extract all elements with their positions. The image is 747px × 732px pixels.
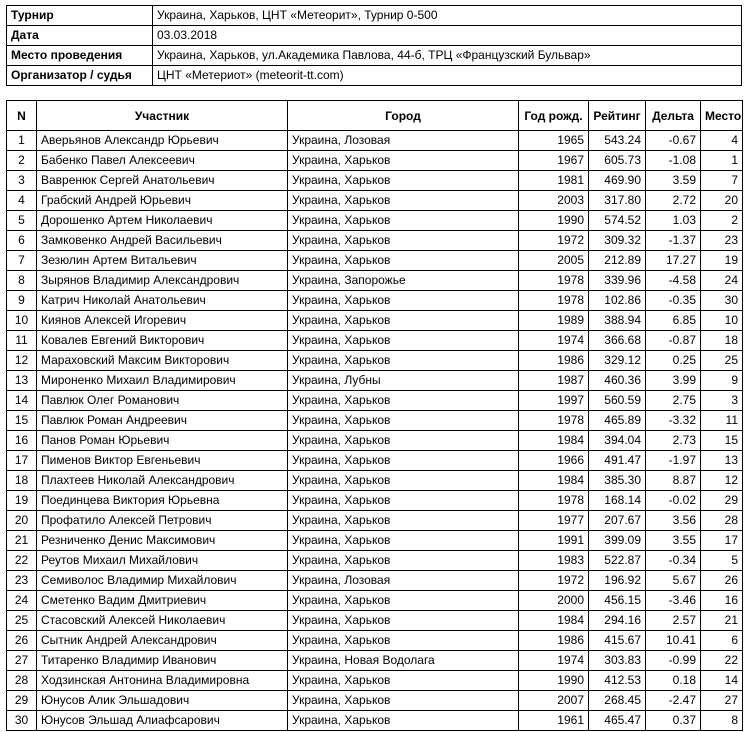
cell-birth-year: 1977 [519,511,589,531]
col-header-delta: Дельта [646,101,701,131]
cell-city: Украина, Харьков [288,471,519,491]
cell-birth-year: 1978 [519,411,589,431]
cell-place: 24 [701,271,743,291]
cell-delta: 0.37 [646,711,701,731]
cell-participant: Зырянов Владимир Александрович [37,271,288,291]
cell-place: 10 [701,311,743,331]
cell-delta: -0.87 [646,331,701,351]
cell-number: 5 [7,211,37,231]
cell-delta: -0.67 [646,131,701,151]
cell-birth-year: 1966 [519,451,589,471]
table-row [7,671,743,691]
table-row [7,251,743,271]
cell-rating: 329.12 [589,351,646,371]
cell-delta: 2.75 [646,391,701,411]
cell-city: Украина, Харьков [288,331,519,351]
cell-city: Украина, Харьков [288,171,519,191]
info-row [7,46,742,66]
cell-number: 7 [7,251,37,271]
cell-rating: 522.87 [589,551,646,571]
table-row [7,411,743,431]
header-row [7,101,743,131]
cell-participant: Замковенко Андрей Васильевич [37,231,288,251]
cell-rating: 560.59 [589,391,646,411]
cell-participant: Павлюк Роман Андреевич [37,411,288,431]
table-row [7,231,743,251]
cell-city: Украина, Лубны [288,371,519,391]
cell-birth-year: 1961 [519,711,589,731]
table-row [7,571,743,591]
cell-place: 15 [701,431,743,451]
table-row [7,531,743,551]
cell-city: Украина, Харьков [288,631,519,651]
cell-participant: Бабенко Павел Алексеевич [37,151,288,171]
info-value: 03.03.2018 [153,26,742,46]
cell-delta: 1.03 [646,211,701,231]
cell-participant: Юнусов Алик Эльшадович [37,691,288,711]
cell-city: Украина, Харьков [288,291,519,311]
cell-place: 12 [701,471,743,491]
cell-number: 8 [7,271,37,291]
cell-number: 3 [7,171,37,191]
cell-rating: 605.73 [589,151,646,171]
cell-place: 29 [701,491,743,511]
cell-delta: 0.18 [646,671,701,691]
cell-city: Украина, Запорожье [288,271,519,291]
cell-rating: 303.83 [589,651,646,671]
cell-number: 28 [7,671,37,691]
cell-number: 24 [7,591,37,611]
cell-rating: 366.68 [589,331,646,351]
cell-participant: Пименов Виктор Евгеньевич [37,451,288,471]
cell-place: 19 [701,251,743,271]
cell-city: Украина, Харьков [288,711,519,731]
cell-rating: 212.89 [589,251,646,271]
cell-participant: Дорошенко Артем Николаевич [37,211,288,231]
cell-number: 10 [7,311,37,331]
cell-rating: 196.92 [589,571,646,591]
cell-delta: -0.34 [646,551,701,571]
table-row [7,511,743,531]
cell-number: 26 [7,631,37,651]
cell-city: Украина, Новая Водолага [288,651,519,671]
cell-number: 2 [7,151,37,171]
cell-participant: Павлюк Олег Романович [37,391,288,411]
cell-number: 6 [7,231,37,251]
cell-place: 1 [701,151,743,171]
cell-place: 20 [701,191,743,211]
cell-rating: 415.67 [589,631,646,651]
info-value: Украина, Харьков, ЦНТ «Метеорит», Турнир 0-500 [153,6,742,26]
cell-participant: Сытник Андрей Александрович [37,631,288,651]
cell-place: 3 [701,391,743,411]
table-row [7,711,743,731]
cell-birth-year: 1986 [519,351,589,371]
cell-number: 25 [7,611,37,631]
cell-number: 27 [7,651,37,671]
cell-birth-year: 1983 [519,551,589,571]
cell-delta: -3.46 [646,591,701,611]
table-row [7,551,743,571]
cell-city: Украина, Лозовая [288,131,519,151]
cell-rating: 412.53 [589,671,646,691]
cell-place: 11 [701,411,743,431]
info-value: Украина, Харьков, ул.Академика Павлова, 44-б, ТРЦ «Французский Бульвар» [153,46,742,66]
cell-participant: Аверьянов Александр Юрьевич [37,131,288,151]
cell-delta: 2.57 [646,611,701,631]
cell-rating: 385.30 [589,471,646,491]
cell-city: Украина, Харьков [288,511,519,531]
cell-place: 28 [701,511,743,531]
cell-delta: -0.02 [646,491,701,511]
cell-birth-year: 1967 [519,151,589,171]
cell-place: 23 [701,231,743,251]
info-row [7,26,742,46]
cell-birth-year: 1984 [519,431,589,451]
cell-city: Украина, Харьков [288,611,519,631]
table-row [7,331,743,351]
cell-city: Украина, Харьков [288,531,519,551]
cell-participant: Ковалев Евгений Викторович [37,331,288,351]
cell-participant: Сметенко Вадим Дмитриевич [37,591,288,611]
cell-participant: Титаренко Владимир Иванович [37,651,288,671]
col-header-place: Место [701,101,743,131]
table-row [7,591,743,611]
cell-birth-year: 1981 [519,171,589,191]
cell-place: 16 [701,591,743,611]
table-row [7,291,743,311]
cell-rating: 469.90 [589,171,646,191]
cell-number: 18 [7,471,37,491]
cell-delta: -0.35 [646,291,701,311]
cell-city: Украина, Харьков [288,671,519,691]
cell-place: 9 [701,371,743,391]
cell-birth-year: 1990 [519,211,589,231]
cell-rating: 491.47 [589,451,646,471]
cell-place: 2 [701,211,743,231]
cell-participant: Мироненко Михаил Владимирович [37,371,288,391]
cell-number: 17 [7,451,37,471]
cell-place: 25 [701,351,743,371]
cell-number: 1 [7,131,37,151]
table-row [7,311,743,331]
cell-delta: 10.41 [646,631,701,651]
cell-delta: -1.37 [646,231,701,251]
cell-rating: 339.96 [589,271,646,291]
cell-city: Украина, Харьков [288,451,519,471]
cell-number: 22 [7,551,37,571]
table-row [7,491,743,511]
cell-participant: Семиволос Владимир Михайлович [37,571,288,591]
cell-participant: Юнусов Эльшад Алиафсарович [37,711,288,731]
cell-participant: Грабский Андрей Юрьевич [37,191,288,211]
cell-birth-year: 1984 [519,471,589,491]
cell-rating: 465.47 [589,711,646,731]
cell-place: 17 [701,531,743,551]
info-row [7,6,742,26]
tournament-info-body [7,6,742,86]
cell-birth-year: 1990 [519,671,589,691]
cell-birth-year: 1989 [519,311,589,331]
cell-delta: 17.27 [646,251,701,271]
cell-birth-year: 1974 [519,651,589,671]
col-header-birth-year: Год рожд. [519,101,589,131]
cell-number: 11 [7,331,37,351]
info-label: Дата [7,26,153,46]
cell-city: Украина, Харьков [288,191,519,211]
cell-rating: 309.32 [589,231,646,251]
info-label: Место проведения [7,46,153,66]
cell-birth-year: 1978 [519,491,589,511]
cell-rating: 102.86 [589,291,646,311]
cell-delta: -1.08 [646,151,701,171]
table-row [7,371,743,391]
cell-number: 4 [7,191,37,211]
cell-birth-year: 2005 [519,251,589,271]
table-row [7,471,743,491]
table-row [7,191,743,211]
cell-city: Украина, Харьков [288,311,519,331]
cell-number: 12 [7,351,37,371]
cell-number: 23 [7,571,37,591]
cell-participant: Панов Роман Юрьевич [37,431,288,451]
cell-delta: 3.99 [646,371,701,391]
cell-birth-year: 2000 [519,591,589,611]
cell-birth-year: 1974 [519,331,589,351]
tournament-info-table [6,5,742,86]
cell-place: 5 [701,551,743,571]
cell-delta: -4.58 [646,271,701,291]
cell-participant: Поединцева Виктория Юрьевна [37,491,288,511]
cell-city: Украина, Харьков [288,391,519,411]
cell-number: 15 [7,411,37,431]
cell-rating: 460.36 [589,371,646,391]
cell-number: 21 [7,531,37,551]
cell-place: 8 [701,711,743,731]
cell-rating: 394.04 [589,431,646,451]
cell-rating: 294.16 [589,611,646,631]
cell-birth-year: 1984 [519,611,589,631]
info-label: Турнир [7,6,153,26]
cell-participant: Киянов Алексей Игоревич [37,311,288,331]
table-row [7,171,743,191]
cell-city: Украина, Харьков [288,691,519,711]
cell-participant: Мараховский Максим Викторович [37,351,288,371]
cell-city: Украина, Харьков [288,351,519,371]
cell-city: Украина, Харьков [288,231,519,251]
cell-participant: Резниченко Денис Максимович [37,531,288,551]
cell-place: 26 [701,571,743,591]
table-row [7,451,743,471]
cell-birth-year: 1997 [519,391,589,411]
cell-birth-year: 1987 [519,371,589,391]
cell-number: 16 [7,431,37,451]
results-table [6,100,743,731]
cell-participant: Вавренюк Сергей Анатольевич [37,171,288,191]
table-row [7,391,743,411]
cell-participant: Зезюлин Артем Витальевич [37,251,288,271]
col-header-city: Город [288,101,519,131]
cell-delta: 3.56 [646,511,701,531]
cell-delta: 6.85 [646,311,701,331]
cell-number: 9 [7,291,37,311]
cell-delta: 3.59 [646,171,701,191]
cell-birth-year: 1972 [519,231,589,251]
cell-city: Украина, Харьков [288,591,519,611]
cell-delta: -1.97 [646,451,701,471]
cell-number: 20 [7,511,37,531]
cell-place: 22 [701,651,743,671]
table-row [7,271,743,291]
info-value: ЦНТ «Метериот» (meteorit-tt.com) [153,66,742,86]
cell-rating: 456.15 [589,591,646,611]
info-label: Организатор / судья [7,66,153,86]
cell-city: Украина, Харьков [288,251,519,271]
table-row [7,611,743,631]
table-row [7,351,743,371]
cell-participant: Катрич Николай Анатольевич [37,291,288,311]
cell-birth-year: 1972 [519,571,589,591]
col-header-rating: Рейтинг [589,101,646,131]
table-row [7,211,743,231]
cell-city: Украина, Харьков [288,551,519,571]
table-row [7,131,743,151]
cell-city: Украина, Харьков [288,411,519,431]
cell-birth-year: 2007 [519,691,589,711]
col-header-number: N [7,101,37,131]
cell-number: 13 [7,371,37,391]
cell-birth-year: 1978 [519,271,589,291]
cell-delta: 2.73 [646,431,701,451]
cell-rating: 317.80 [589,191,646,211]
cell-birth-year: 1991 [519,531,589,551]
cell-participant: Стасовский Алексей Николаевич [37,611,288,631]
info-row [7,66,742,86]
cell-city: Украина, Лозовая [288,571,519,591]
cell-delta: 2.72 [646,191,701,211]
col-header-participant: Участник [37,101,288,131]
cell-rating: 268.45 [589,691,646,711]
table-row [7,151,743,171]
cell-rating: 399.09 [589,531,646,551]
cell-number: 19 [7,491,37,511]
cell-delta: -0.99 [646,651,701,671]
cell-place: 18 [701,331,743,351]
cell-delta: 0.25 [646,351,701,371]
cell-delta: 8.87 [646,471,701,491]
cell-place: 4 [701,131,743,151]
cell-rating: 168.14 [589,491,646,511]
table-row [7,431,743,451]
cell-rating: 543.24 [589,131,646,151]
cell-number: 14 [7,391,37,411]
cell-place: 30 [701,291,743,311]
cell-place: 14 [701,671,743,691]
cell-city: Украина, Харьков [288,151,519,171]
cell-participant: Ходзинская Антонина Владимировна [37,671,288,691]
table-row [7,691,743,711]
cell-delta: 5.67 [646,571,701,591]
table-row [7,631,743,651]
cell-place: 13 [701,451,743,471]
cell-birth-year: 2003 [519,191,589,211]
cell-delta: 3.55 [646,531,701,551]
cell-birth-year: 1965 [519,131,589,151]
cell-city: Украина, Харьков [288,211,519,231]
cell-rating: 465.89 [589,411,646,431]
cell-rating: 388.94 [589,311,646,331]
cell-birth-year: 1978 [519,291,589,311]
cell-place: 7 [701,171,743,191]
cell-city: Украина, Харьков [288,491,519,511]
cell-place: 6 [701,631,743,651]
cell-number: 29 [7,691,37,711]
cell-delta: -3.32 [646,411,701,431]
cell-place: 27 [701,691,743,711]
results-body [7,131,743,731]
cell-participant: Реутов Михаил Михайлович [37,551,288,571]
cell-participant: Профатило Алексей Петрович [37,511,288,531]
cell-rating: 574.52 [589,211,646,231]
cell-city: Украина, Харьков [288,431,519,451]
cell-rating: 207.67 [589,511,646,531]
table-row [7,651,743,671]
results-header [7,101,743,131]
cell-place: 21 [701,611,743,631]
cell-number: 30 [7,711,37,731]
cell-birth-year: 1986 [519,631,589,651]
cell-participant: Плахтеев Николай Александрович [37,471,288,491]
cell-delta: -2.47 [646,691,701,711]
